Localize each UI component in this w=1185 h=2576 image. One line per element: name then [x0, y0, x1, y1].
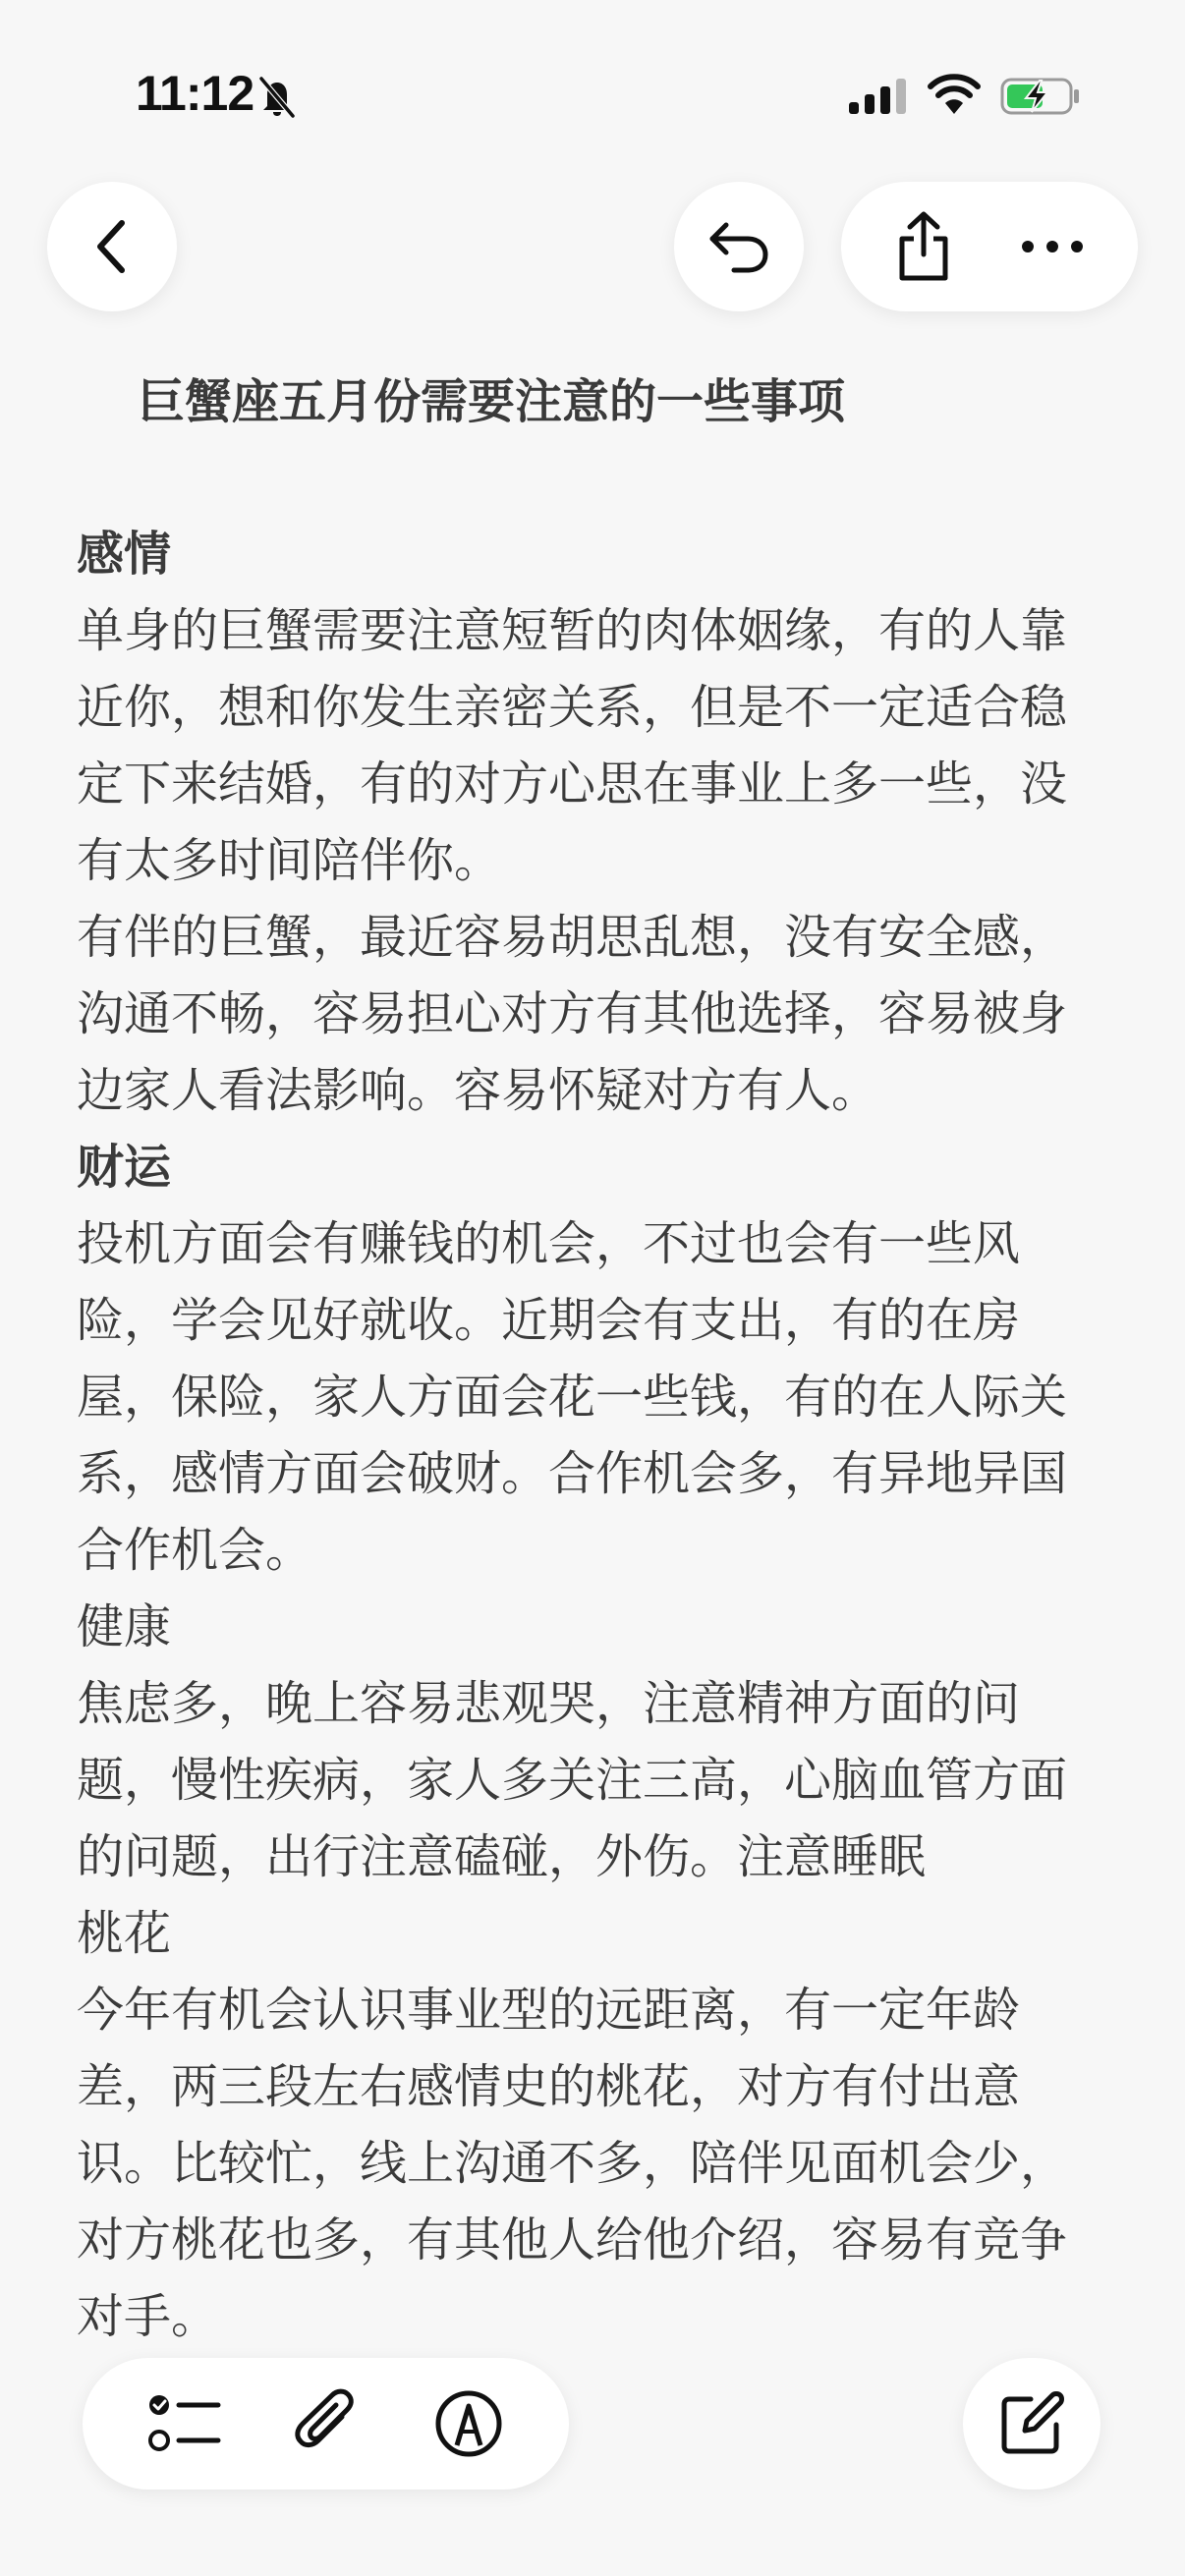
share-more-group	[841, 182, 1138, 311]
compose-button[interactable]	[963, 2358, 1100, 2490]
cellular-signal-icon	[847, 77, 910, 116]
compose-icon	[997, 2389, 1066, 2458]
bell-slash-icon	[254, 73, 301, 120]
paperclip-icon	[293, 2387, 362, 2460]
note-paragraph: 单身的巨蟹需要注意短暂的肉体姻缘，有的人靠近你，想和你发生亲密关系，但是不一定适合稳定下来结婚，有的对方心思在事业上多一些，没有太多时间陪伴你。	[77, 603, 1068, 888]
attach-button[interactable]	[293, 2387, 362, 2460]
markup-button[interactable]	[433, 2388, 504, 2459]
share-icon	[892, 209, 955, 284]
note-paragraph: 投机方面会有赚钱的机会，不过也会有一些风险，学会见好就收。近期会有支出，有的在房屋，保险，家人方面会花一些钱，有的在人际关系，感情方面会破财。合作机会多，有异地异国合作机会。	[77, 1216, 1068, 1578]
ellipsis-icon	[1018, 237, 1087, 256]
note-body[interactable]	[77, 516, 1079, 2355]
note-title[interactable]: 巨蟹座五月份需要注意的一些事项	[138, 374, 846, 429]
section-heading-health: 健康	[77, 1599, 172, 1654]
undo-button[interactable]	[674, 182, 804, 311]
chevron-left-icon	[88, 217, 136, 276]
wifi-icon	[926, 73, 983, 116]
back-button[interactable]	[47, 182, 177, 311]
bottom-toolbar	[83, 2358, 569, 2490]
note-paragraph: 有伴的巨蟹，最近容易胡思乱想，没有安全感，沟通不畅，容易担心对方有其他选择，容易被身边家人看法影响。容易怀疑对方有人。	[77, 910, 1068, 1118]
status-time: 11:12	[136, 66, 254, 121]
status-bar	[0, 0, 1185, 187]
share-button[interactable]	[892, 209, 955, 284]
section-heading-wealth: 财运	[77, 1140, 172, 1195]
undo-icon	[705, 217, 773, 276]
more-button[interactable]	[1018, 237, 1087, 256]
section-heading-emotion: 感情	[77, 527, 172, 582]
battery-charging-icon	[1000, 77, 1081, 116]
note-paragraph: 焦虑多，晚上容易悲观哭，注意精神方面的问题，慢性疾病，家人多关注三高，心脑血管方面的问题，出行注意磕碰，外伤。注意睡眠	[77, 1676, 1068, 1884]
checklist-icon	[147, 2389, 222, 2458]
section-heading-romance: 桃花	[77, 1906, 172, 1961]
checklist-button[interactable]	[147, 2389, 222, 2458]
pen-markup-icon	[433, 2388, 504, 2459]
note-paragraph: 今年有机会认识事业型的远距离，有一定年龄差，两三段左右感情史的桃花，对方有付出意识。比较忙，线上沟通不多，陪伴见面机会少，对方桃花也多，有其他人给他介绍，容易有竞争对手。	[77, 1983, 1068, 2344]
